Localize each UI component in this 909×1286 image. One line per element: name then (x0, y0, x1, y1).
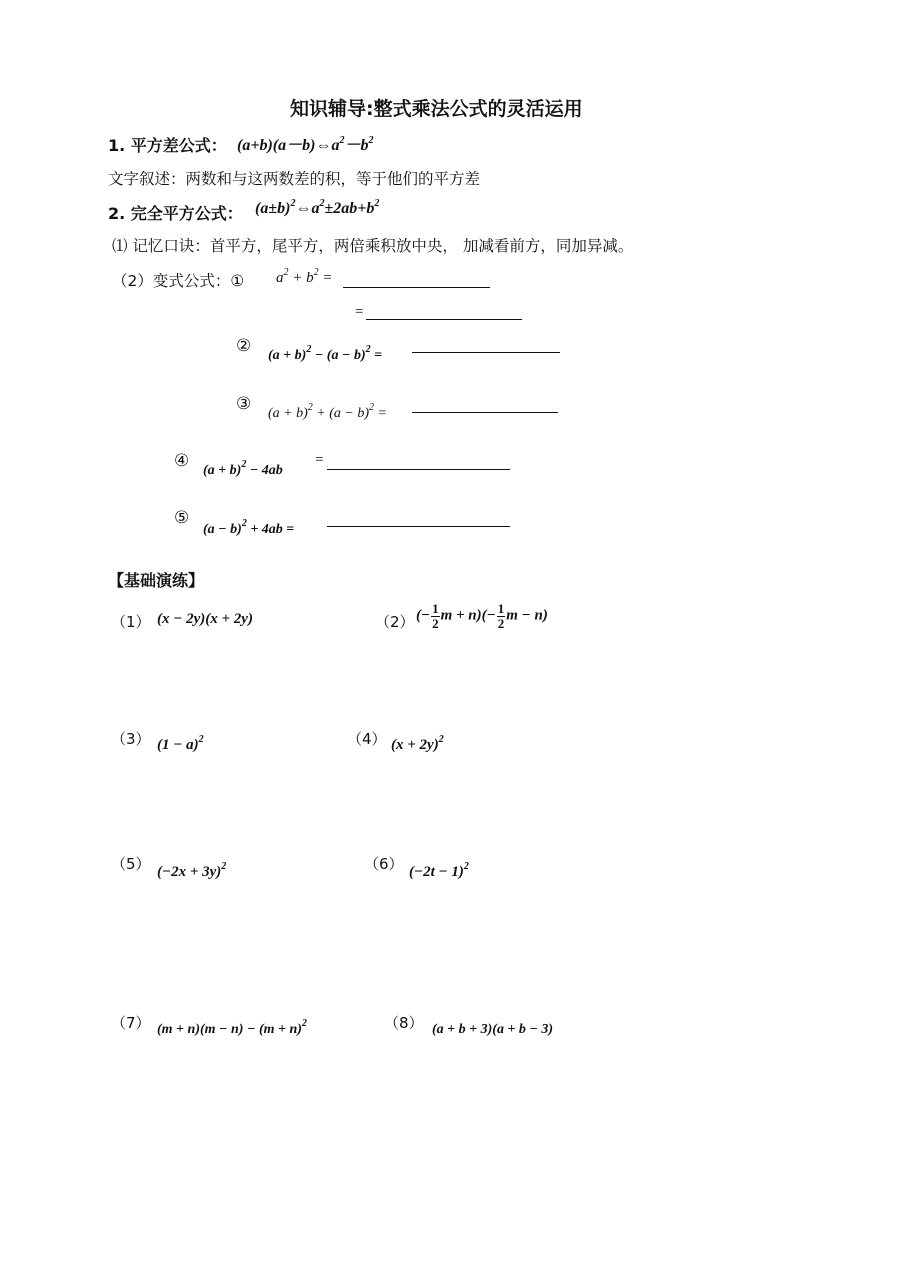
problem-5-expr: $(-2x + 3y)^2$ (157, 861, 227, 880)
variant-3-expr: $(a + b)^2 + (a - b)^2$ = (268, 402, 387, 421)
variant-4-equals: = (315, 452, 324, 468)
variant-3-circle: ③ (236, 394, 252, 414)
variant-4-answer-line[interactable] (327, 469, 510, 470)
variant-1-expr: $a^2 + b^2$ = (276, 267, 333, 286)
problem-8-label: （8） (384, 1014, 424, 1032)
problem-7-label: （7） (111, 1014, 151, 1032)
problem-2-expr: (− $\frac{1}{2}$ m + n)(− $\frac{1}{2}$ m − n) (416, 601, 548, 631)
problem-5-label: （5） (111, 855, 151, 873)
mnemonic-text: ⑴ 记忆口诀：首平方，尾平方，两倍乘积放中央， 加减看前方，同加异减。 (112, 237, 634, 255)
section2-heading: 2. 完全平方公式： (108, 204, 243, 223)
section2-formula: $(a\pm b)^2\Leftrightarrow a^2\pm 2ab+b^2$ (255, 198, 380, 217)
problem-4-label: （4） (347, 730, 387, 748)
practice-heading: 【基础演练】 (108, 571, 205, 590)
problem-4-expr: $(x + 2y)^2$ (391, 734, 444, 753)
variant-1-answer-line[interactable] (343, 287, 490, 288)
problem-1-label: （1） (111, 613, 151, 631)
section1-description: 文字叙述：两数和与这两数差的积，等于他们的平方差 (108, 170, 481, 188)
variant-5-circle: ⑤ (174, 508, 190, 528)
variant-1b-equals: = (355, 304, 364, 320)
variant-5-expr: $(a - b)^2 + 4ab$ = (203, 518, 295, 537)
page-title: 知识辅导:整式乘法公式的灵活运用 (290, 98, 583, 120)
variant-label: （2）变式公式：① (112, 272, 245, 290)
section1-heading: 1. 平方差公式： (108, 136, 227, 155)
variant-5-answer-line[interactable] (327, 526, 510, 527)
variant-2-expr: $(a + b)^2 - (a - b)^2$ = (268, 344, 383, 363)
problem-8-expr: (a + b + 3)(a + b − 3) (432, 1022, 554, 1037)
problem-6-label: （6） (364, 855, 404, 873)
problem-2-label: （2） (375, 613, 415, 631)
problem-6-expr: $(-2t - 1)^2$ (409, 861, 469, 880)
problem-7-expr: $(m + n)(m - n) - (m + n)^2$ (157, 1018, 307, 1037)
problem-3-expr: $(1 - a)^2$ (157, 734, 204, 753)
problem-3-label: （3） (111, 730, 151, 748)
variant-2-answer-line[interactable] (412, 352, 560, 353)
problem-1-expr: (x − 2y)(x + 2y) (157, 611, 253, 627)
variant-2-circle: ② (236, 336, 252, 356)
variant-4-expr: $(a + b)^2 - 4ab$ (203, 459, 283, 478)
variant-1b-answer-line[interactable] (366, 319, 522, 320)
variant-3-answer-line[interactable] (412, 412, 558, 413)
variant-4-circle: ④ (174, 451, 190, 471)
section1-formula: $(a+b)(a-b)\Leftrightarrow a^2-b^2$ (237, 135, 374, 154)
